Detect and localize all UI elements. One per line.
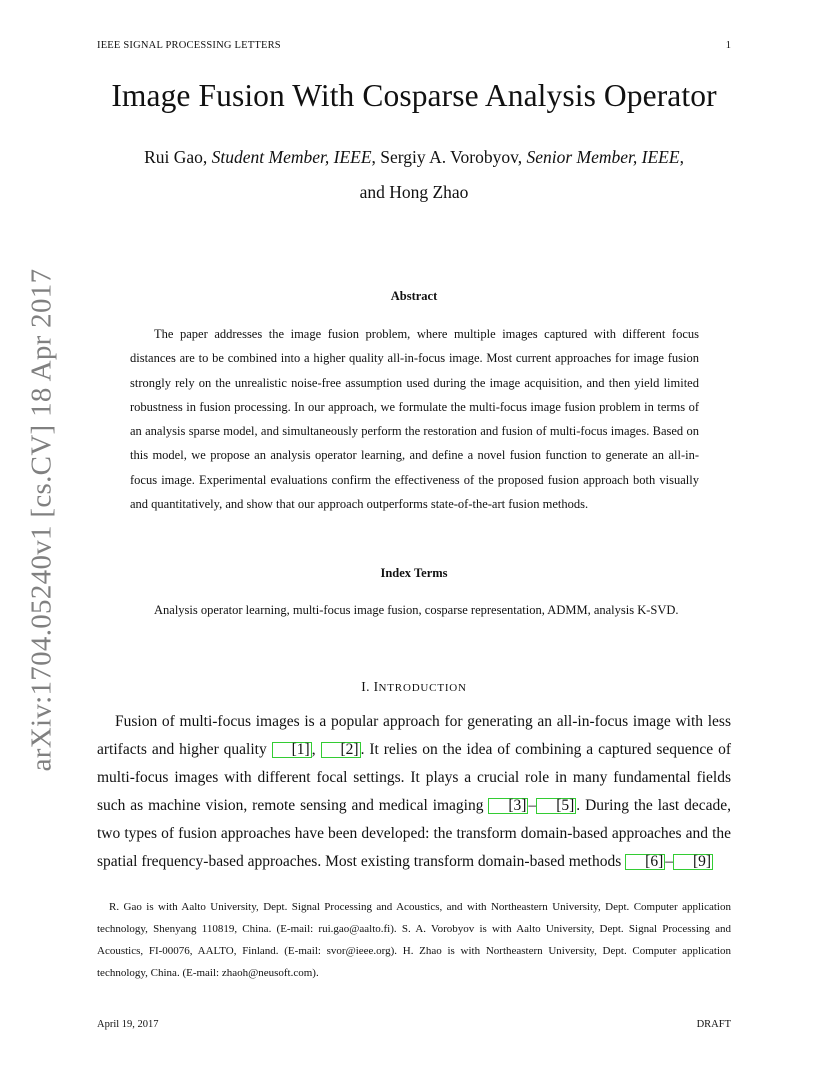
intro-text: . It relies on the idea of combining a captured sequence of multi-focus images with different focal settings. It plays a crucial role in many fundamental fields such as machine vision, remote sensing and medical imaging (97, 741, 731, 814)
author-list (0, 140, 828, 210)
intro-text: – (528, 797, 537, 814)
citation-link[interactable]: [5] (536, 798, 576, 814)
citation-link[interactable]: [9] (673, 854, 713, 870)
intro-text: , (311, 741, 321, 758)
section-title-initial: I (373, 679, 379, 694)
author-1-role: Student Member, IEEE (211, 147, 372, 167)
introduction-paragraph (97, 708, 731, 876)
citation-link[interactable]: [2] (321, 742, 361, 758)
author-affiliation-footnote: R. Gao is with Aalto University, Dept. Signal Processing and Acoustics, and with Northeastern University, Dept. Computer application technology, Shenyang 110819, China. (E-mail: rui.gao@aalto.fi). S. A. Vorobyov is with Aalto University, Dept. Signal Processing and Acoustics, FI-00076, AALTO, Finland. (E-mail: svor@ieee.org). H. Zhao is with Northeastern University, Dept. Computer application technology, China. (E-mail: zhaoh@neusoft.com). (97, 901, 731, 979)
abstract-heading: Abstract (390, 289, 438, 303)
author-separator: , (679, 147, 684, 167)
citation-link[interactable]: [3] (488, 798, 528, 814)
citation-link[interactable]: [1] (272, 742, 312, 758)
author-1-name: Rui Gao, (144, 147, 208, 167)
citation-link[interactable]: [6] (625, 854, 665, 870)
author-line-1 (0, 140, 828, 175)
page-number: 1 (725, 40, 731, 51)
section-numeral: I. (361, 679, 370, 694)
index-terms-heading: Index Terms (380, 566, 448, 580)
paper-title: Image Fusion With Cosparse Analysis Operator (111, 78, 717, 113)
running-header: IEEE SIGNAL PROCESSING LETTERS (97, 40, 281, 51)
author-2-role: Senior Member, IEEE (526, 147, 680, 167)
section-title-rest: NTRODUCTION (378, 682, 467, 694)
arxiv-stamp: arXiv:1704.05240v1 [cs.CV] 18 Apr 2017 (25, 268, 58, 772)
intro-text: – (665, 853, 673, 870)
intro-text: Fusion of multi-focus images is a popular approach for generating an all-in-focus image with less artifacts and higher quality (97, 713, 731, 758)
author-2-name: Sergiy A. Vorobyov, (380, 147, 523, 167)
index-terms-text: Analysis operator learning, multi-focus image fusion, cosparse representation, ADMM, analysis K-SVD. (154, 603, 679, 617)
introduction-heading (0, 679, 828, 695)
footer-draft-label: DRAFT (696, 1019, 731, 1030)
footer-date: April 19, 2017 (97, 1019, 159, 1030)
author-separator: , (371, 147, 376, 167)
author-line-2: and Hong Zhao (359, 182, 469, 202)
abstract-text: The paper addresses the image fusion problem, where multiple images captured with different focus distances are to be combined into a higher quality all-in-focus image. Most current approaches for image fusion strongly rely on the unrealistic noise-free assumption used during the image acquisition, and then yield limited robustness in fusion processing. In our approach, we formulate the multi-focus image fusion problem in terms of an analysis sparse model, and simultaneously perform the restoration and fusion of multi-focus images. Based on this model, we propose an analysis operator learning, and define a novel fusion function to generate an all-in-focus image. Experimental evaluations confirm the effectiveness of the proposed fusion approach both visually and quantitatively, and show that our approach outperforms state-of-the-art fusion methods. (130, 327, 699, 512)
intro-text: . During the last decade, two types of fusion approaches have been developed: the transform domain-based approaches and the spatial frequency-based approaches. Most existing transform domain-based methods (97, 797, 731, 870)
